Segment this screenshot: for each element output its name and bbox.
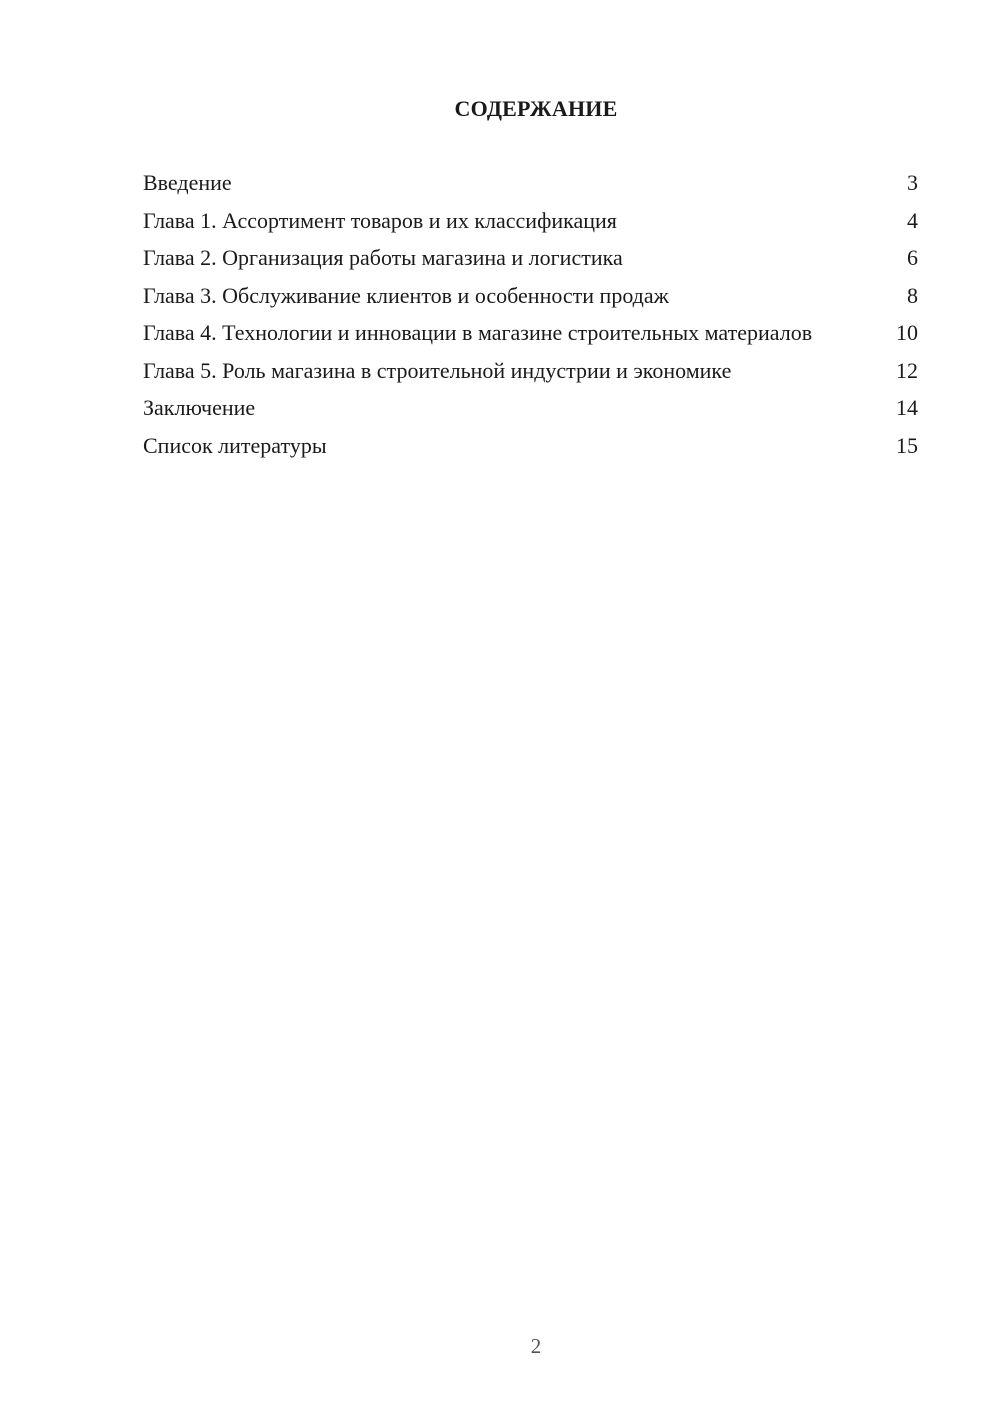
toc-entry-page: 3 <box>907 170 918 195</box>
toc-entry-page: 10 <box>896 320 918 345</box>
toc-entry-page: 6 <box>907 245 918 270</box>
toc-entry-text: Глава 5. Роль магазина в строительной индустрии и экономике <box>143 357 732 383</box>
toc-entry-text: Глава 2. Организация работы магазина и логистика <box>143 245 623 270</box>
toc-entry-text: Введение <box>143 170 232 195</box>
toc-entry-text: Глава 3. Обслуживание клиентов и особенности продаж <box>143 282 669 308</box>
toc-entry-chapter-3[interactable] <box>143 283 918 309</box>
toc-entry-chapter-4[interactable] <box>143 320 918 346</box>
toc-entry-page: 4 <box>907 207 918 233</box>
toc-entry-page: 12 <box>896 357 918 383</box>
toc-entry-chapter-1[interactable] <box>143 208 918 234</box>
toc-entry-chapter-2[interactable] <box>143 245 918 271</box>
toc-entry-chapter-5[interactable] <box>143 358 918 384</box>
toc-entry-page: 15 <box>896 432 918 458</box>
toc-entry-text: Глава 1. Ассортимент товаров и их классификация <box>143 207 617 233</box>
toc-entry-page: 8 <box>907 282 918 308</box>
toc-entry-text: Список литературы <box>143 432 327 458</box>
toc-title: СОДЕРЖАНИЕ <box>454 96 618 121</box>
toc-entry-text: Глава 4. Технологии и инновации в магазине строительных материалов <box>143 320 813 345</box>
toc-entry-introduction[interactable] <box>143 170 918 196</box>
page-number: 2 <box>530 1334 542 1358</box>
toc-entry-conclusion[interactable] <box>143 395 918 421</box>
toc-entry-text: Заключение <box>143 395 256 420</box>
table-of-contents <box>143 170 918 470</box>
toc-entry-page: 14 <box>896 395 918 420</box>
toc-entry-bibliography[interactable] <box>143 433 918 459</box>
